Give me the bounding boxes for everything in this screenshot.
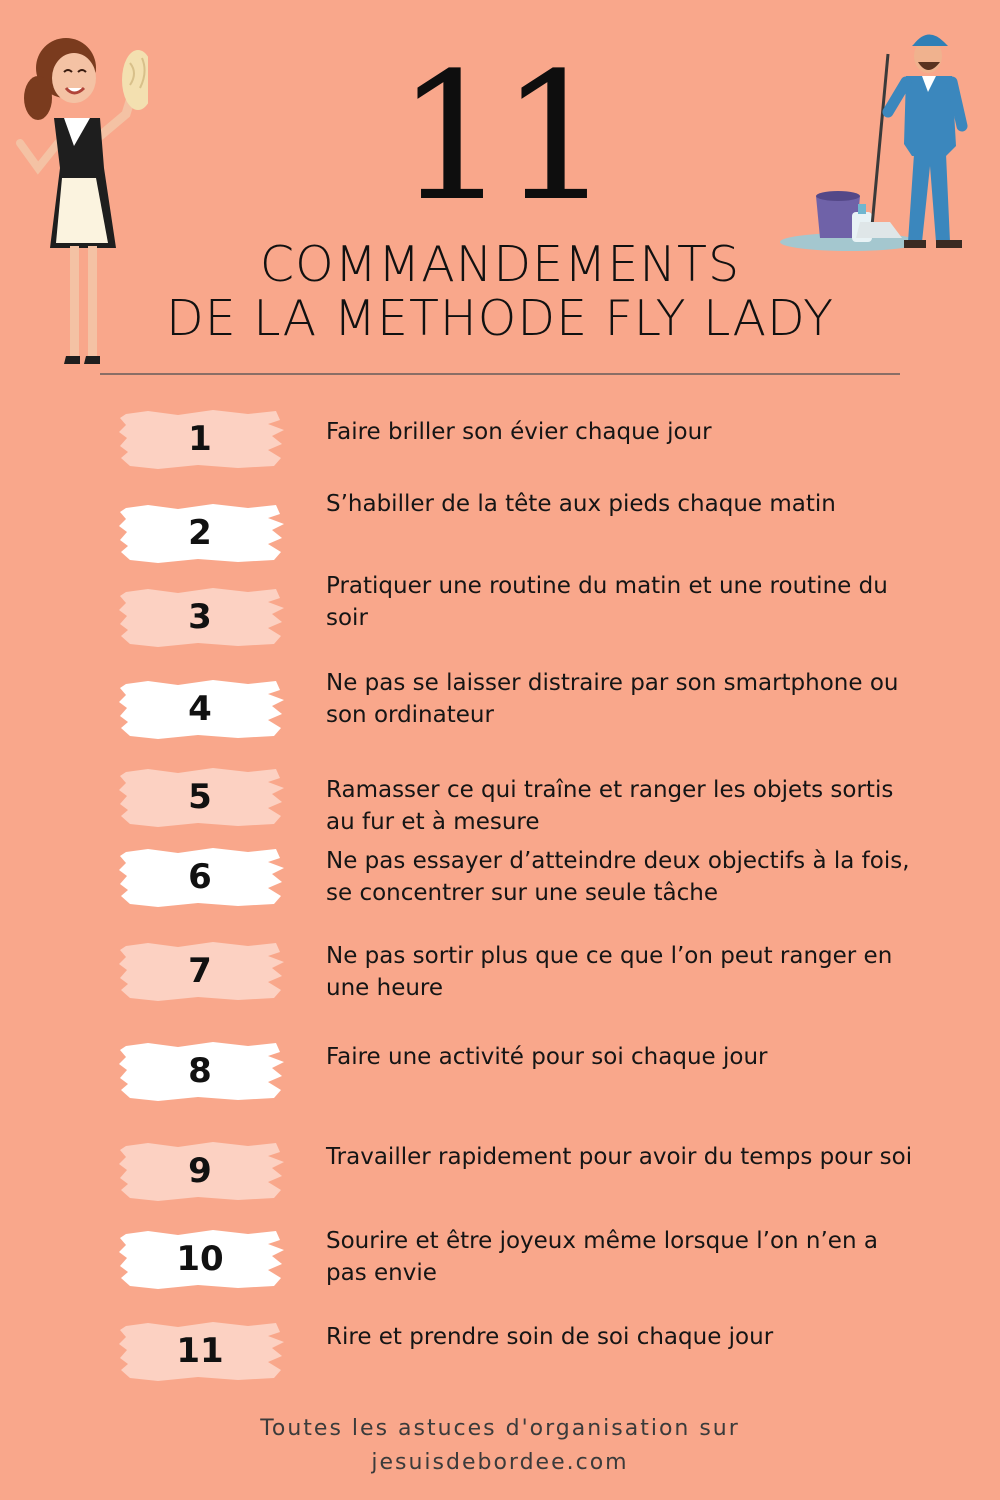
number-badge-5 [118,766,288,828]
number-badge-11 [118,1320,288,1382]
number-badge-4 [118,678,288,740]
commandment-text-4: Ne pas se laisser distraire par son smartphone ou son ordinateur [326,670,899,728]
commandment-text-6: Ne pas essayer d’atteindre deux objectifs à la fois, se concentrer sur une seule tâche [326,848,910,906]
item-number: 9 [188,1151,212,1191]
item-number: 7 [188,951,212,991]
item-number: 8 [188,1051,212,1091]
item-number: 5 [188,777,212,817]
title-line-1: COMMANDEMENTS [259,236,741,293]
footer-website: jesuisdebordee.com [371,1450,629,1475]
title-line-2: DE LA METHODE FLY LADY [165,290,835,347]
number-badge-9 [118,1140,288,1202]
number-badge-7 [118,940,288,1002]
number-badge-6 [118,846,288,908]
commandment-text-3: Pratiquer une routine du matin et une routine du soir [326,573,888,631]
commandment-text-1: Faire briller son évier chaque jour [326,419,712,445]
number-badge-1 [118,408,288,470]
item-number: 4 [188,689,212,729]
item-number: 2 [188,513,212,553]
headline-number: 11 [396,35,604,240]
commandment-text-7: Ne pas sortir plus que ce que l’on peut ranger en une heure [326,943,893,1001]
divider [100,373,900,375]
commandment-text-2: S’habiller de la tête aux pieds chaque matin [326,491,836,517]
commandment-text-9: Travailler rapidement pour avoir du temps pour soi [326,1144,913,1170]
number-badge-10 [118,1228,288,1290]
footer-line-1: Toutes les astuces d'organisation sur [260,1416,740,1441]
item-number: 1 [188,419,212,459]
item-number: 6 [188,857,212,897]
number-badge-8 [118,1040,288,1102]
item-number: 3 [188,597,212,637]
commandment-text-5: Ramasser ce qui traîne et ranger les objets sortis au fur et à mesure [326,777,894,835]
commandment-text-8: Faire une activité pour soi chaque jour [326,1044,768,1070]
number-badge-3 [118,586,288,648]
commandment-text-11: Rire et prendre soin de soi chaque jour [326,1324,774,1350]
commandment-text-10: Sourire et être joyeux même lorsque l’on n’en a pas envie [326,1228,878,1286]
number-badge-2 [118,502,288,564]
item-number: 11 [176,1331,224,1371]
item-number: 10 [176,1239,224,1279]
